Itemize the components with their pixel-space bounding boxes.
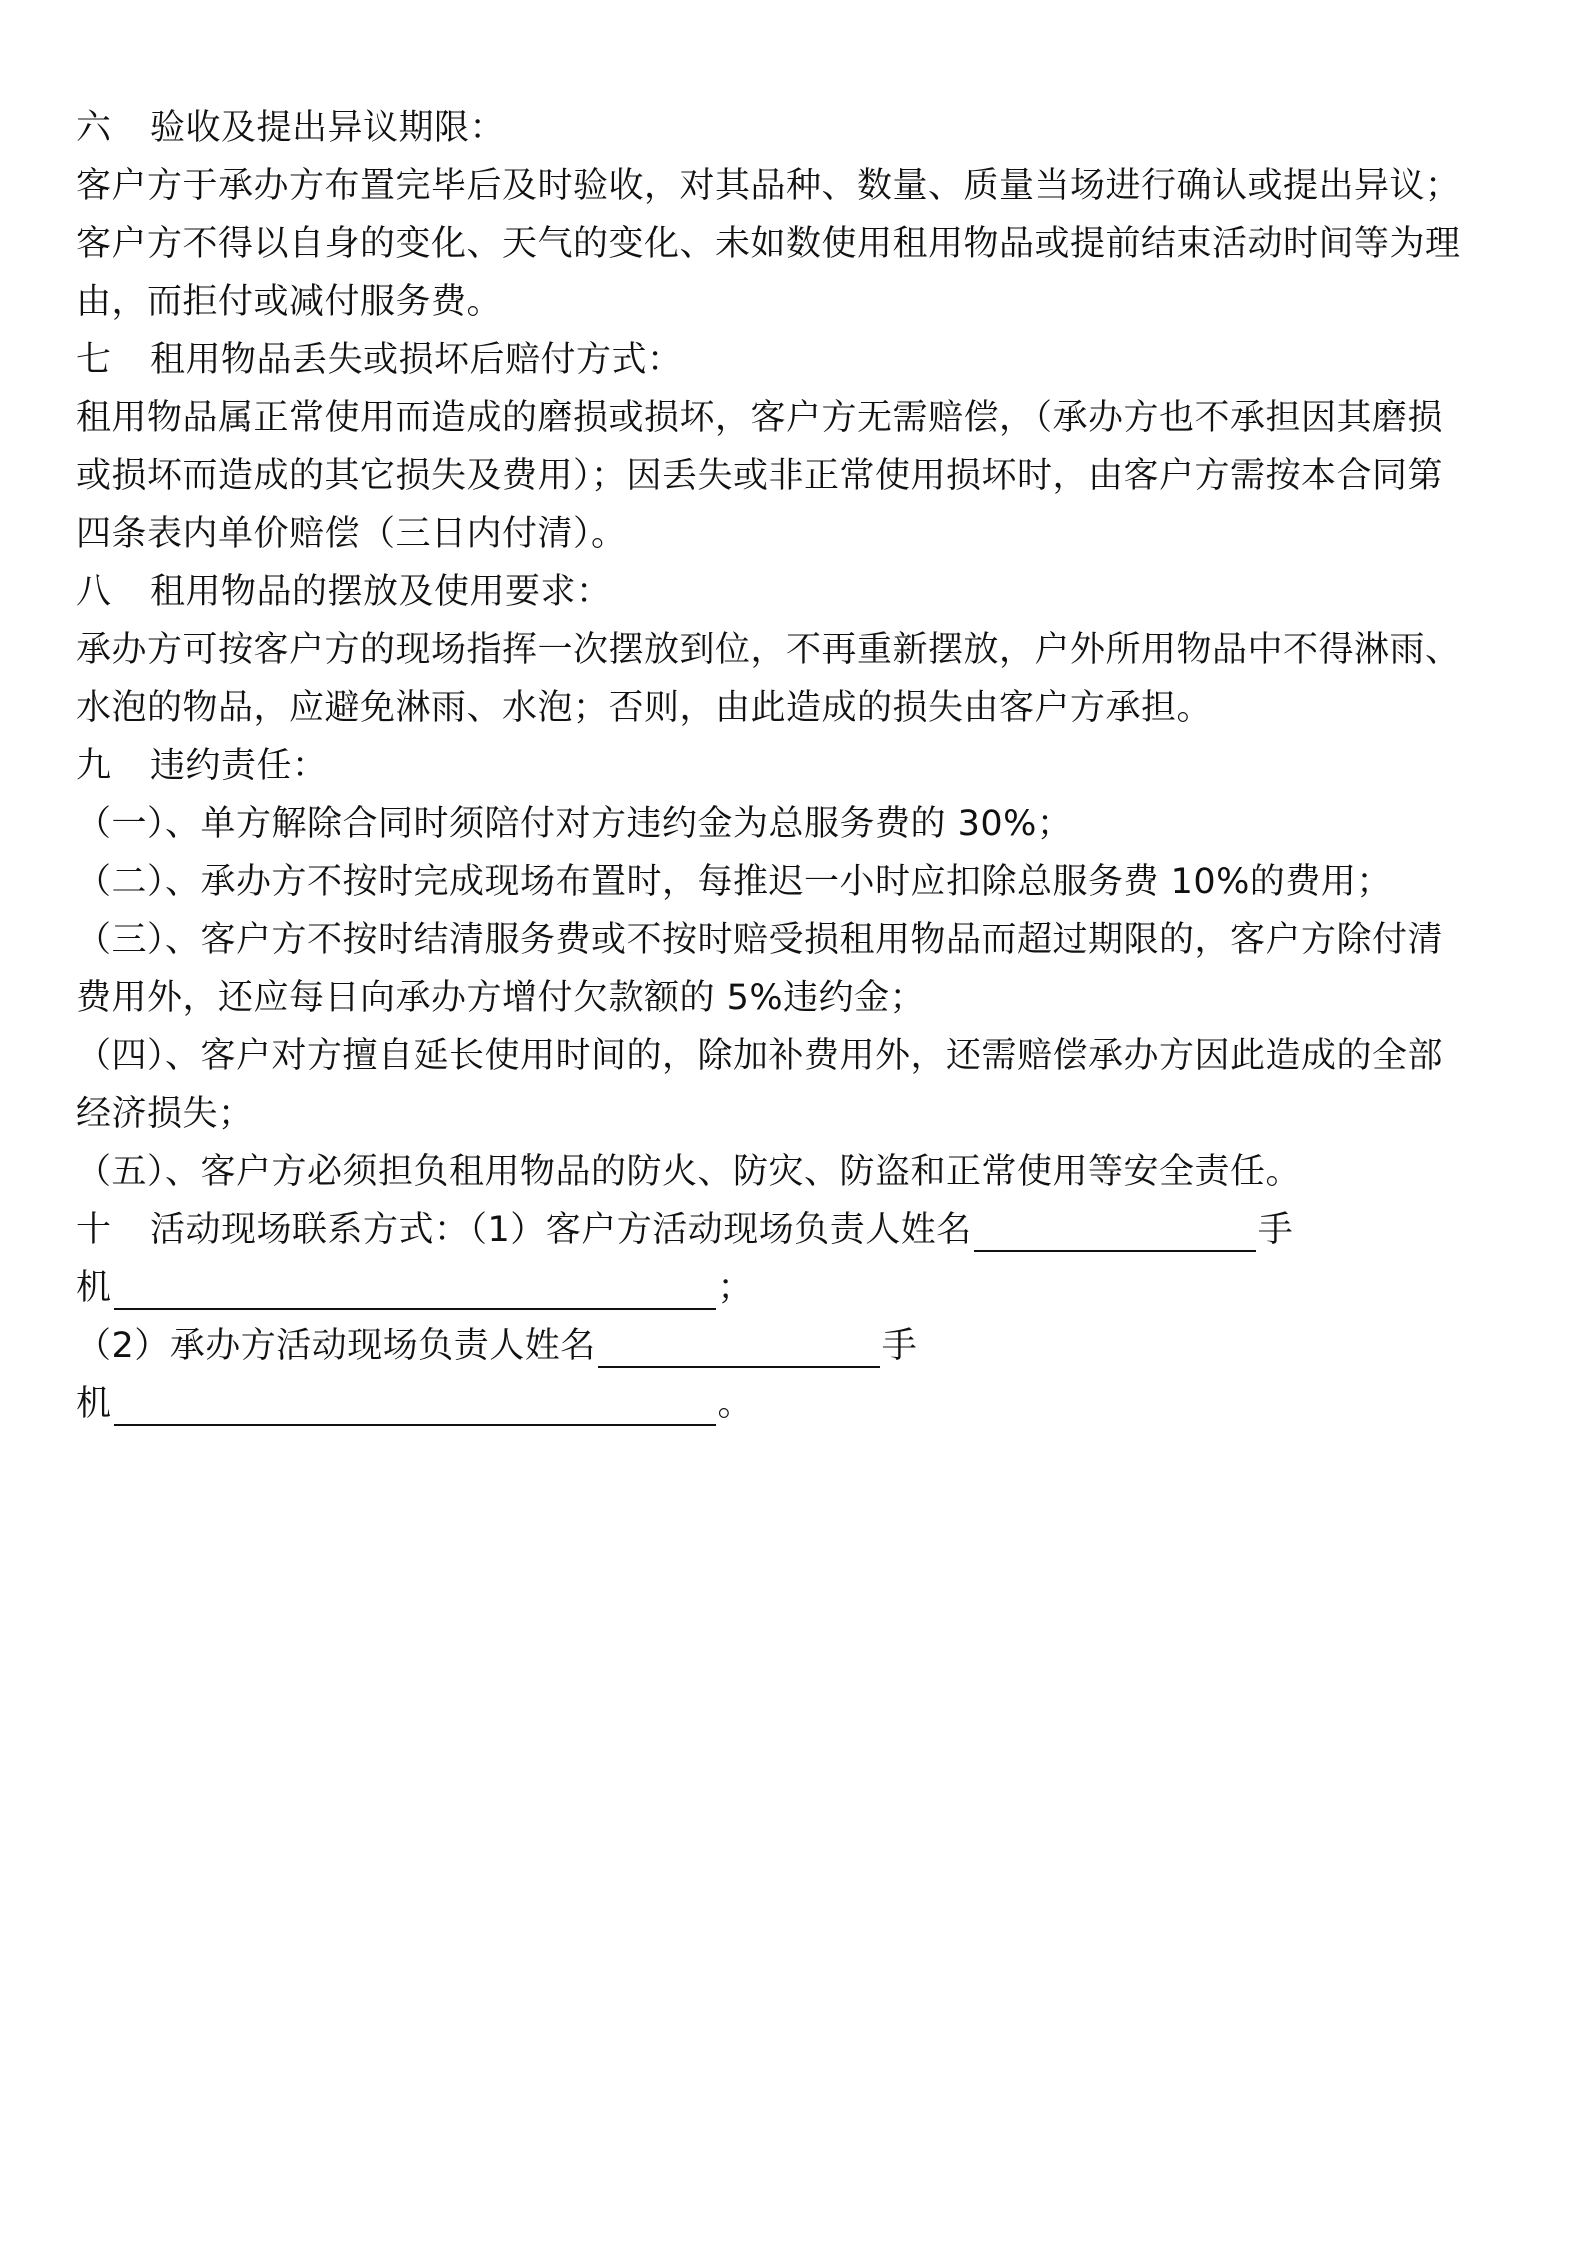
clause-line: （三）、客户方不按时结清服务费或不按时赔受损租用物品而超过期限的，客户方除付清	[76, 920, 1444, 960]
paragraph-line: 租用物品属正常使用而造成的磨损或损坏，客户方无需赔偿，（承办方也不承担因其磨损	[76, 398, 1444, 438]
section-number: 九	[76, 746, 112, 786]
organizer-contact-line	[76, 1324, 917, 1368]
paragraph-line: 承办方可按客户方的现场指挥一次摆放到位，不再重新摆放，户外所用物品中不得淋雨、	[76, 630, 1461, 670]
paragraph-line: 客户方于承办方布置完毕后及时验收，对其品种、数量、质量当场进行确认或提出异议；	[76, 166, 1461, 206]
line-end-punct: ；	[717, 1268, 754, 1308]
organizer-phone-blank[interactable]	[114, 1386, 716, 1426]
section-number: 十	[76, 1210, 112, 1250]
phone-label-start: 手	[881, 1326, 918, 1366]
section-number: 六	[76, 108, 112, 148]
clause-line: （一）、单方解除合同时须陪付对方违约金为总服务费的 30%；	[76, 804, 1073, 844]
paragraph-line: 由，而拒付或减付服务费。	[76, 282, 503, 322]
line-end-punct: 。	[717, 1384, 754, 1424]
section-6-heading	[76, 106, 505, 150]
paragraph-line: 水泡的物品，应避免淋雨、水泡；否则，由此造成的损失由客户方承担。	[76, 688, 1213, 728]
section-10-heading	[76, 1208, 1293, 1252]
phone-label-end: 机	[76, 1384, 112, 1424]
organizer-contact-label: （2）承办方活动现场负责人姓名	[76, 1326, 596, 1366]
clause-line: （五）、客户方必须担负租用物品的防火、防灾、防盗和正常使用等安全责任。	[76, 1152, 1302, 1192]
paragraph-line: 客户方不得以自身的变化、天气的变化、未如数使用租用物品或提前结束活动时间等为理	[76, 224, 1461, 264]
organizer-phone-line	[76, 1382, 753, 1426]
client-contact-name-blank[interactable]	[974, 1212, 1256, 1252]
section-9-heading	[76, 744, 328, 788]
section-title: 租用物品丢失或损坏后赔付方式：	[150, 340, 683, 380]
clause-line: 费用外，还应每日向承办方增付欠款额的 5%违约金；	[76, 978, 926, 1018]
section-title: 违约责任：	[150, 746, 328, 786]
clause-line: （二）、承办方不按时完成现场布置时，每推迟一小时应扣除总服务费 10%的费用；	[76, 862, 1392, 902]
paragraph-line: 或损坏而造成的其它损失及费用）；因丢失或非正常使用损坏时，由客户方需按本合同第	[76, 456, 1444, 496]
paragraph-line: 四条表内单价赔偿（三日内付清）。	[76, 514, 627, 554]
clause-line: 经济损失；	[76, 1094, 254, 1134]
section-title: 验收及提出异议期限：	[150, 108, 506, 148]
section-7-heading	[76, 338, 683, 382]
section-title: 活动现场联系方式：（1）客户方活动现场负责人姓名	[150, 1210, 972, 1250]
section-8-heading	[76, 570, 612, 614]
section-title: 租用物品的摆放及使用要求：	[150, 572, 612, 612]
organizer-contact-name-blank[interactable]	[598, 1328, 880, 1368]
client-phone-blank[interactable]	[114, 1270, 716, 1310]
section-number: 七	[76, 340, 112, 380]
clause-line: （四）、客户对方擅自延长使用时间的，除加补费用外，还需赔偿承办方因此造成的全部	[76, 1036, 1444, 1076]
client-phone-line	[76, 1266, 753, 1310]
phone-label-start: 手	[1257, 1210, 1294, 1250]
phone-label-end: 机	[76, 1268, 112, 1308]
section-number: 八	[76, 572, 112, 612]
